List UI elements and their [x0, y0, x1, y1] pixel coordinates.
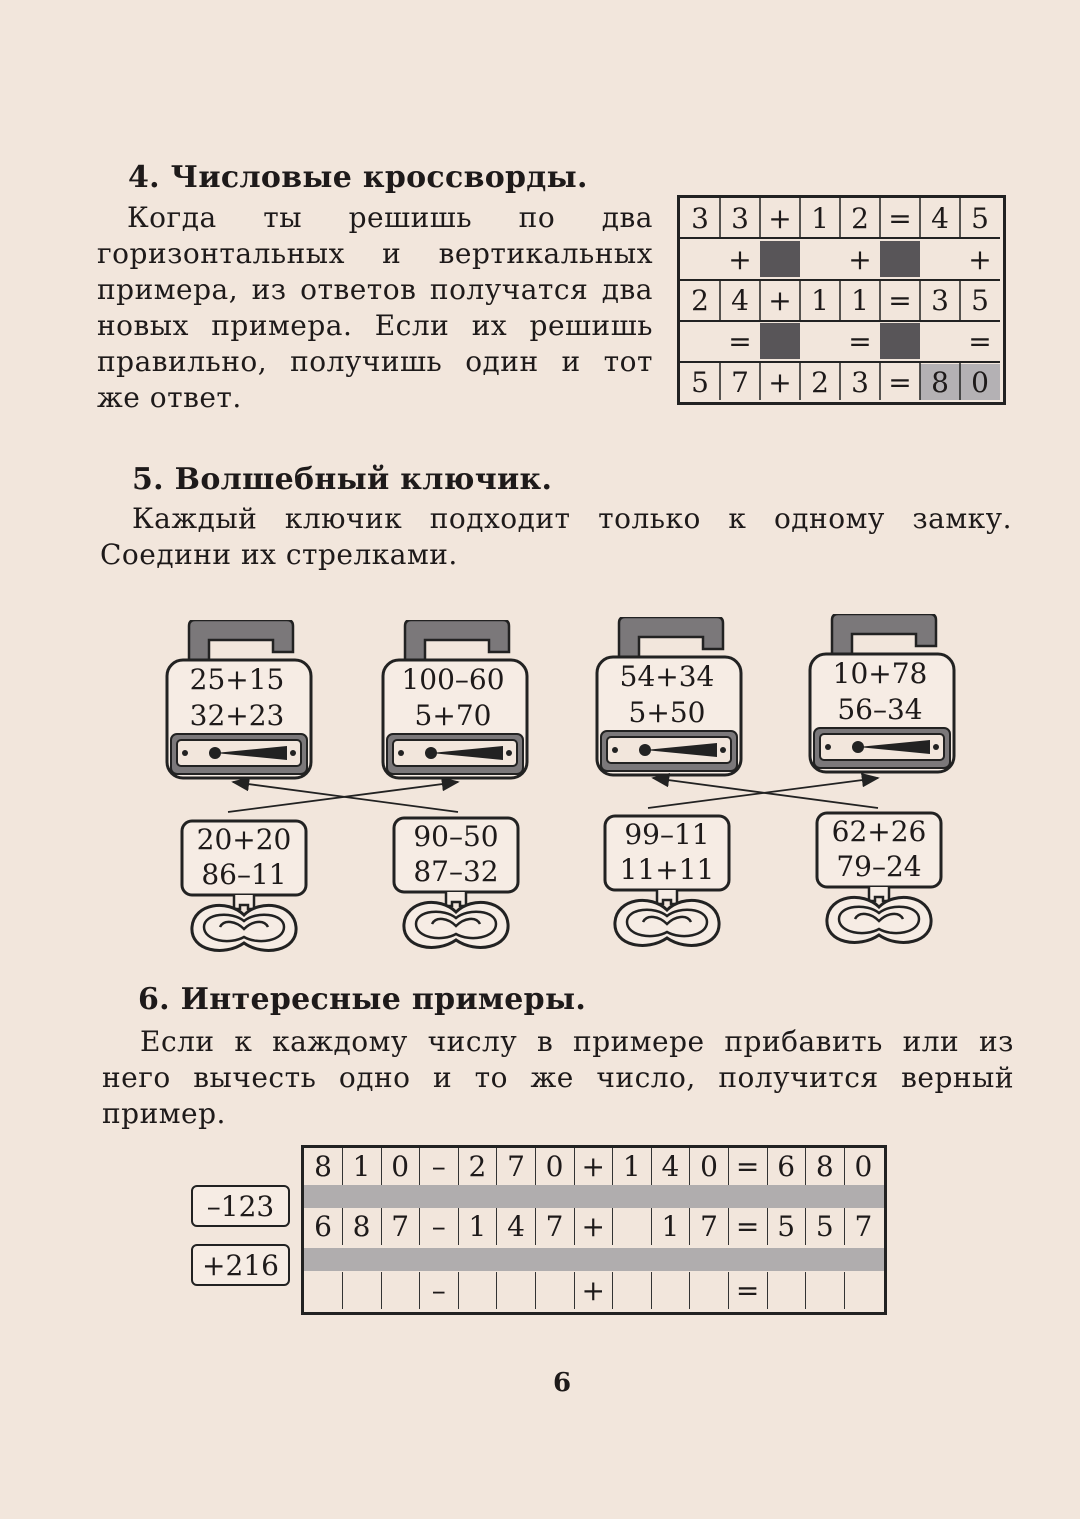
- table-cell: 6: [304, 1208, 343, 1245]
- table-cell: [844, 1272, 882, 1309]
- crossword-cell: 4: [931, 201, 949, 235]
- text-line: него вычесть одно и то же число, получится верный: [102, 1061, 1014, 1094]
- crossword-cell: 1: [811, 201, 829, 235]
- key-expression: 79–24: [836, 850, 922, 883]
- lock-expression: 5+50: [628, 696, 706, 729]
- page-number: 6: [553, 1368, 572, 1398]
- crossword-cell: +: [848, 242, 872, 276]
- crossword-cell: 3: [731, 201, 749, 235]
- crossword-cell: 7: [731, 365, 749, 399]
- table-cell: +: [574, 1148, 613, 1185]
- text-line: Соедини их стрелками.: [100, 538, 458, 571]
- key: [815, 811, 945, 961]
- table-cell: [767, 1272, 806, 1309]
- table-cell: [343, 1272, 382, 1309]
- table-separator-band: [304, 1185, 884, 1208]
- key-expression: 90–50: [413, 820, 499, 853]
- table-cell: [497, 1272, 536, 1309]
- key: [392, 816, 522, 966]
- table-cell: –: [420, 1148, 459, 1185]
- table-cell: 8: [343, 1208, 382, 1245]
- table-cell: [458, 1272, 497, 1309]
- table-cell: [651, 1272, 690, 1309]
- table-cell: 8: [806, 1148, 845, 1185]
- crossword-cell: +: [728, 242, 752, 276]
- section-6-text: [102, 1024, 1014, 1132]
- table-cell: 4: [497, 1208, 536, 1245]
- table-cell: =: [729, 1272, 768, 1309]
- text-line: пример.: [102, 1097, 226, 1130]
- table-cell: [806, 1272, 845, 1309]
- text-line: новых примера. Если их решишь: [97, 309, 653, 342]
- crossword-cell: +: [768, 365, 792, 399]
- crossword-cell: +: [768, 201, 792, 235]
- table-cell: 0: [536, 1148, 575, 1185]
- table-cell: =: [729, 1208, 768, 1245]
- crossword-cell: 2: [851, 201, 869, 235]
- table-cell: 1: [343, 1148, 382, 1185]
- table-cell: 7: [536, 1208, 575, 1245]
- table-cell: [381, 1272, 420, 1309]
- table-cell: 0: [690, 1148, 729, 1185]
- crossword-cell: +: [768, 283, 792, 317]
- crossword-cell: 5: [971, 283, 989, 317]
- lock-expression: 32+23: [189, 699, 285, 732]
- lock-expression: 5+70: [414, 699, 492, 732]
- table-separator-band: [304, 1248, 884, 1271]
- section-5-title: 5. Волшебный ключик.: [132, 462, 553, 497]
- table-cell: 6: [767, 1148, 806, 1185]
- lock-expression: 100–60: [401, 663, 505, 696]
- table-cell: +: [574, 1208, 613, 1245]
- text-line: Когда ты решишь по два: [127, 201, 653, 234]
- crossword-cell: =: [848, 324, 872, 358]
- table-cell: [690, 1272, 729, 1309]
- section-4-title: 4. Числовые кроссворды.: [128, 160, 588, 195]
- crossword-cell: =: [888, 201, 912, 235]
- crossword-cell: 3: [691, 201, 709, 235]
- table-cell: 0: [854, 1150, 873, 1183]
- key-expression: 20+20: [196, 823, 292, 856]
- table-cell: –: [420, 1272, 459, 1309]
- lock-expression: 54+34: [619, 660, 715, 693]
- lock-expression: 56–34: [837, 693, 923, 726]
- table-cell: [613, 1272, 652, 1309]
- text-line: горизонтальных и вертикальных: [97, 237, 653, 270]
- table-cell: 2: [458, 1148, 497, 1185]
- table-cell: 5: [806, 1208, 845, 1245]
- table-cell: [536, 1272, 575, 1309]
- lock-expression: 10+78: [832, 657, 928, 690]
- crossword-cell: 2: [691, 283, 709, 317]
- key-expression: 11+11: [619, 853, 715, 886]
- crossword-cell: +: [968, 242, 992, 276]
- key-expression: 87–32: [413, 855, 499, 888]
- crossword-cell: 3: [851, 365, 869, 399]
- table-cell: 4: [651, 1148, 690, 1185]
- table-cell: 1: [651, 1208, 690, 1245]
- table-cell: =: [729, 1148, 768, 1185]
- crossword-cell: 1: [811, 283, 829, 317]
- table-cell: 1: [458, 1208, 497, 1245]
- crossword-cell: 4: [731, 283, 749, 317]
- text-line: правильно, получишь один и тот: [97, 345, 653, 378]
- table-cell: 7: [497, 1148, 536, 1185]
- crossword-cell: =: [728, 324, 752, 358]
- operation-box: –123: [191, 1185, 290, 1227]
- section-6-title: 6. Интересные примеры.: [138, 982, 587, 1017]
- crossword-cell: 0: [960, 364, 1000, 400]
- examples-table: [301, 1145, 887, 1315]
- crossword-cell: =: [888, 365, 912, 399]
- table-cell: 1: [613, 1148, 652, 1185]
- text-line: Каждый ключик подходит только к одному замку.: [132, 502, 1012, 535]
- crossword-cell: 8: [920, 364, 960, 400]
- key: [180, 819, 310, 969]
- key-expression: 62+26: [831, 815, 927, 848]
- crossword-cell: 1: [851, 283, 869, 317]
- lock-expression: 25+15: [189, 663, 285, 696]
- table-cell: 7: [690, 1208, 729, 1245]
- crossword-cell: 5: [971, 201, 989, 235]
- text-line: примера, из ответов получатся два: [97, 273, 653, 306]
- table-cell: [304, 1272, 343, 1309]
- crossword-cell: =: [888, 283, 912, 317]
- table-cell: [613, 1208, 652, 1245]
- table-cell: 8: [304, 1148, 343, 1185]
- table-cell: 5: [767, 1208, 806, 1245]
- crossword-cell: 2: [811, 365, 829, 399]
- crossword-cell: 3: [931, 283, 949, 317]
- text-line: же ответ.: [97, 381, 242, 414]
- table-cell: 7: [381, 1208, 420, 1245]
- table-cell: +: [574, 1272, 613, 1309]
- table-cell: 7: [854, 1210, 873, 1243]
- key: [603, 814, 733, 964]
- key-expression: 99–11: [624, 818, 710, 851]
- table-cell: 0: [381, 1148, 420, 1185]
- operation-box: +216: [191, 1244, 290, 1286]
- key-expression: 86–11: [201, 858, 287, 891]
- text-line: Если к каждому числу в примере прибавить или из: [140, 1025, 1014, 1058]
- crossword-cell: 5: [691, 365, 709, 399]
- table-cell: –: [420, 1208, 459, 1245]
- crossword-cell: =: [968, 324, 992, 358]
